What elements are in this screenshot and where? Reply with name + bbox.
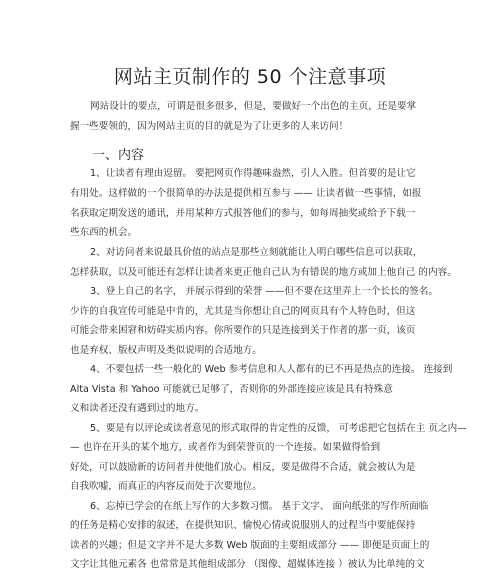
body-line: 可能会带来困窘和妨碍实质内容。你所要作的只是连接到关于作者的那一页，该页 [70, 325, 416, 336]
body-line: 也是弃权、版权声明及类似说明的合适地方。 [70, 345, 262, 356]
body-line: 文字让其他元素各 也常常是其他组成部分 （图像、超媒体连接 ）被认为比单纯的文 [70, 559, 425, 570]
section-heading: 一、内容 [92, 148, 145, 163]
body-line: 怎样获取，以及可能还有怎样让读者来更正他自己认为有错误的地方或加上他自己 的内容。 [70, 267, 457, 278]
body-line: — 也许在开头的某个地方，或者作为到荣誉页的一个连接。如果做得恰到 [70, 442, 381, 453]
body-line: 自我吹嘘，而真正的内容反而处于次要地位。 [70, 481, 262, 492]
body-line: Alta Vista 和 Yahoo 可能就已足够了，否则你的外部连接应该是具有特殊意 [70, 384, 393, 395]
body-line: 名获取定期发送的通讯，并用某种方式报答他们的参与，如每周抽奖或给予下载一 [70, 208, 416, 219]
body-line: 6、忘掉已学会的在纸上写作的大多数习惯。 基于文字、 面向纸张的写作所面临 [90, 501, 429, 512]
body-line: 读者的兴趣；但是文字并不是大多数 Web 版面的主要组成部分 —— 即便是页面上的 [70, 540, 430, 551]
body-line: 有用处。这样做的一个很简单的办法是提供相互参与 —— 让读者做一些事情，如报 [70, 188, 422, 199]
body-line: 1、让读者有理由逗留。 要把网页作得趣味盎然，引人入胜。但首要的是让它 [90, 168, 416, 179]
body-line: 2、对访问者来说最具价值的站点是那些立刻就能让人明白哪些信息可以获取， [90, 247, 423, 258]
body-line: 5、要是有以评论或读者意见的形式取得的肯定性的反馈， 可考虑把它包括在主 页之内— [90, 423, 467, 434]
body-line: 好处，可以鼓励新的访问者并使他们放心。相反，要是做得不合适，就会被认为是 [70, 462, 416, 473]
body-line: 义和读者还没有遇到过的地方。 [70, 403, 205, 414]
body-line: 4、不要包括一些一般化的 Web 参考信息和人人都有的已不再是热点的连接。 连接到 [90, 364, 453, 375]
body-line: 3、登上自己的名字， 并展示得到的荣誉 ——但不要在这里弄上一个长长的签名。 [90, 286, 438, 297]
body-line: 的任务是精心安排的叙述，在提供知识、愉悦心情或说服别人的过程当中要能保持 [70, 520, 416, 531]
body-line: 少许的自我宣传可能是中肯的，尤其是当你想让自己的网页具有个人特色时，但这 [70, 306, 416, 317]
body-line: 些东西的机会。 [70, 227, 138, 238]
page-title: 网站主页制作的 50 个注意事项 [113, 66, 387, 88]
intro-line: 握一些要领的，因为网站主页的目的就是为了让更多的人来访问！ [70, 121, 349, 132]
intro-line: 网站设计的要点，可谓是很多很多，但是，要做好一个出色的主页，还是要掌 [90, 101, 417, 112]
